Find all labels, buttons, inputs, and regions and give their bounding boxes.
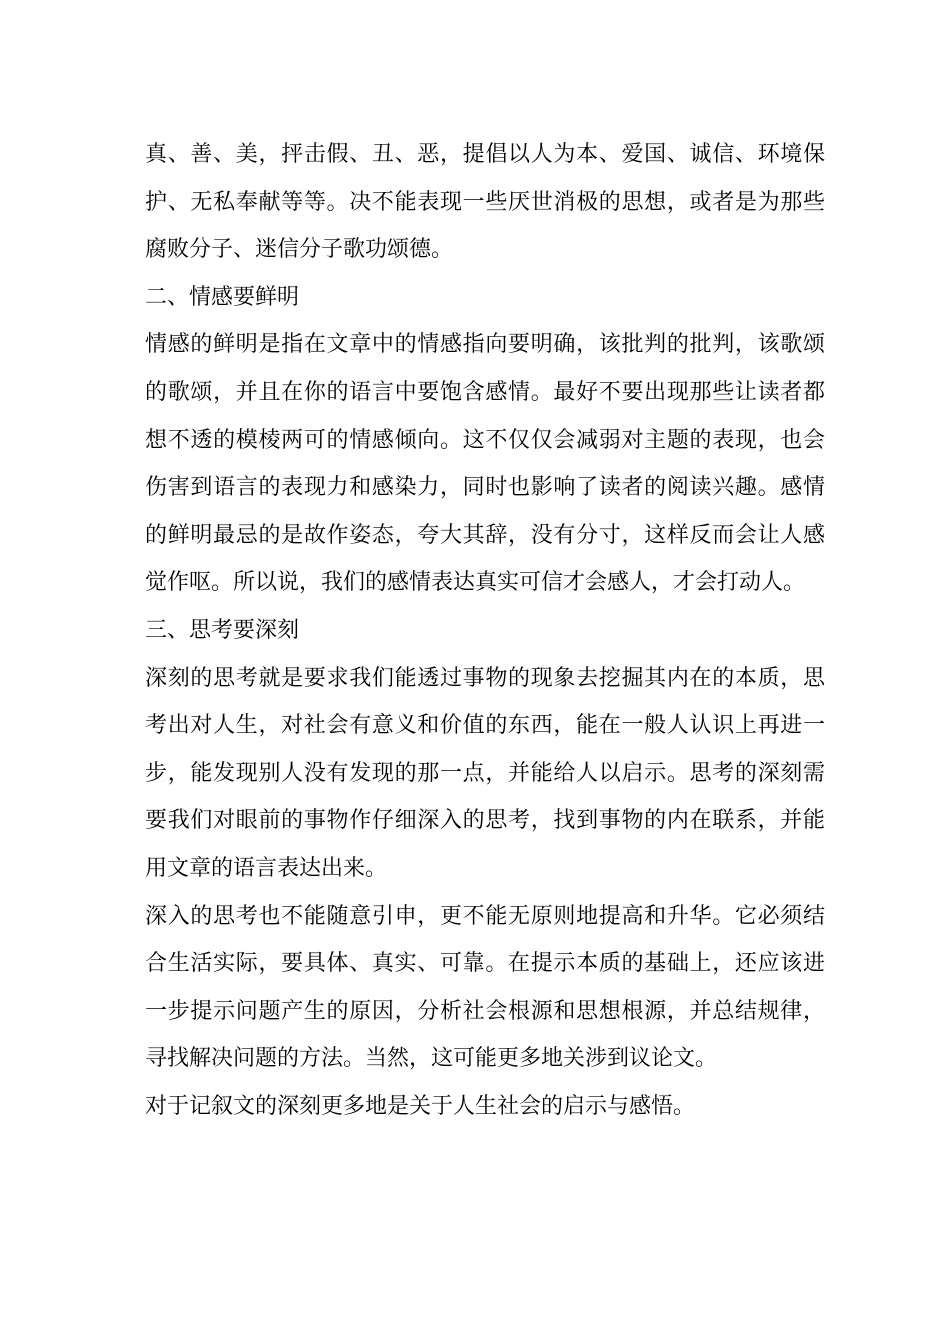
section-heading-emotion: 二、情感要鲜明 [145, 284, 300, 310]
paragraph-narrative: 对于记叙文的深刻更多地是关于人生社会的启示与感悟。 [145, 1093, 696, 1119]
paragraph-deep-thinking: 深入的思考也不能随意引申，更不能无原则地提高和升华。它必须结合生活实际，要具体、真实、可靠。在提示本质的基础上，还应该进一步提示问题产生的原因，分析社会根源和思想根源，并总结规律，寻找解决问题的方法。当然，这可能更多地关涉到议论文。 [145, 903, 825, 1072]
paragraph-values: 真、善、美，抨击假、丑、恶，提倡以人为本、爱国、诚信、环境保护、无私奉献等等。决不能表现一些厌世消极的思想，或者是为那些腐败分子、迷信分子歌功颂德。 [145, 142, 825, 263]
document-body [145, 131, 825, 1130]
paragraph-emotion: 情感的鲜明是指在文章中的情感指向要明确，该批判的批判，该歌颂的歌颂，并且在你的语言中要饱含感情。最好不要出现那些让读者都想不透的模棱两可的情感倾向。这不仅仅会减弱对主题的表现，也会伤害到语言的表现力和感染力，同时也影响了读者的阅读兴趣。感情的鲜明最忌的是故作姿态，夸大其辞，没有分寸，这样反而会让人感觉作呕。所以说，我们的感情表达真实可信才会感人，才会打动人。 [145, 332, 825, 596]
section-heading-thinking: 三、思考要深刻 [145, 617, 300, 643]
paragraph-thinking: 深刻的思考就是要求我们能透过事物的现象去挖掘其内在的本质，思考出对人生，对社会有意义和价值的东西，能在一般人认识上再进一步，能发现别人没有发现的那一点，并能给人以启示。思考的深刻需要我们对眼前的事物作仔细深入的思考，找到事物的内在联系，并能用文章的语言表达出来。 [145, 665, 825, 881]
